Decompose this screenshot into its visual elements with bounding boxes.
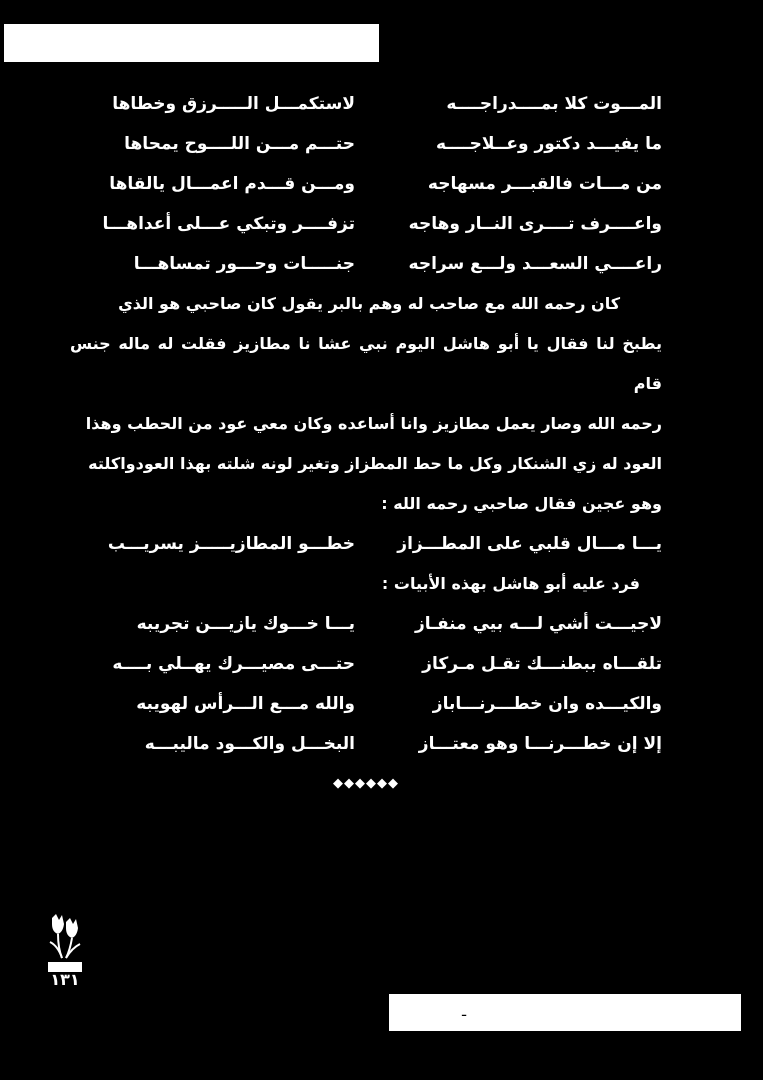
verse-first-half: يـــا مـــال قلبي على المطـــزاز — [397, 534, 662, 554]
poem-verse — [70, 244, 662, 284]
verse-first-half: تلقـــاه ببطنـــك تقـل مـركاز — [422, 654, 662, 674]
prose-line: وهو عجين فقال صاحبي رحمه الله : — [381, 494, 662, 513]
tulip-icon — [44, 912, 86, 978]
poem-verse — [70, 84, 662, 124]
verse-second-half: لاستكمـــل الـــــرزق وخطاها — [112, 94, 355, 114]
verse-second-half: خطـــو المطازيـــــز يسريـــب — [107, 534, 355, 554]
page-number: ١٣١ — [50, 970, 80, 989]
poem-verse — [70, 124, 662, 164]
poem-verse — [70, 644, 662, 684]
poem-verse — [70, 524, 662, 564]
prose-line: العود له زي الشنكار وكل ما حط المطزاز وتغير لونه شلته بهذا العودواكلته — [88, 454, 662, 473]
bottom-white-bar — [389, 994, 741, 1031]
verse-first-half: المـــوت كلا بمــــدراجــــه — [446, 94, 662, 114]
verse-second-half: البخـــل والكـــود ماليبـــه — [144, 734, 355, 754]
verse-second-half: حتـــم مـــن اللــــوح يمحاها — [124, 134, 355, 154]
verse-first-half: والكيـــده وان خطـــرنـــاباز — [432, 694, 662, 714]
poem-verse — [70, 204, 662, 244]
verse-first-half: واعــــرف تــــرى النــار وهاجه — [408, 214, 662, 234]
poem-verse — [70, 684, 662, 724]
verse-second-half: جنـــــات وحـــور تمساهـــا — [133, 254, 355, 274]
verse-first-half: ما يفيـــد دكتور وعــلاجــــه — [436, 134, 662, 154]
verse-first-half: إلا إن خطـــرنـــا وهو معتـــاز — [418, 734, 662, 754]
verse-second-half: تزفــــر وتبكي عـــلى أعداهـــا — [102, 214, 355, 234]
prose-line: يطبخ لنا فقال يا أبو هاشل اليوم نبي عشا نا مطازيز فقلت له ماله جنس قام — [70, 334, 662, 393]
verse-first-half: لاجيـــت أشي لـــه بيي منفـاز — [414, 614, 662, 634]
verse-second-half: يـــا خـــوك يازيـــن تجريبه — [136, 614, 355, 634]
verse-first-half: راعــــي السعـــد ولـــع سراجه — [408, 254, 662, 274]
verse-second-half: ومـــن قـــدم اعمـــال يالقاها — [109, 174, 355, 194]
bottom-mark: ـ — [462, 1004, 467, 1020]
verse-second-half: حتـــى مصيـــرك يهــلي بــــه — [112, 654, 355, 674]
prose-paragraph — [70, 284, 662, 524]
poem-verse — [70, 604, 662, 644]
page-text — [70, 84, 662, 804]
verse-first-half: من مـــات فالقبـــر مسهاجه — [427, 174, 662, 194]
poem-verse — [70, 724, 662, 764]
poem-verse — [70, 164, 662, 204]
verse-second-half: والله مـــع الـــرأس لهويبه — [136, 694, 355, 714]
prose-line: كان رحمه الله مع صاحب له وهم بالبر يقول كان صاحبي هو الذي — [118, 294, 620, 313]
reply-intro: فرد عليه أبو هاشل بهذه الأبيات : — [381, 574, 640, 593]
prose-line: رحمه الله وصار يعمل مطازيز وانا أساعده وكان معي عود من الحطب وهذا — [85, 414, 662, 433]
top-white-bar — [4, 24, 379, 62]
section-separator: ◆◆◆◆◆◆ — [333, 776, 399, 791]
